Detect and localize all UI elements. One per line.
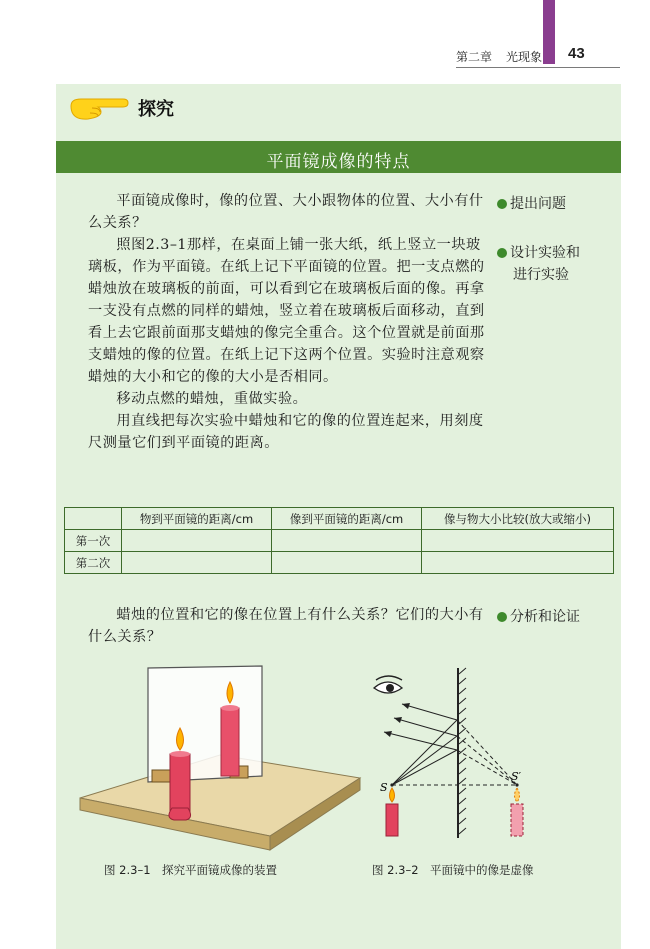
row-label: 第二次 [65,552,122,574]
table-header: 像与物大小比较(放大或缩小) [422,508,614,530]
body-text [88,190,488,454]
row-label: 第一次 [65,530,122,552]
table-cell [122,530,272,552]
table-cell [272,552,422,574]
page-number: 43 [568,45,585,62]
table-cell [122,552,272,574]
bullet-dot-icon [497,248,507,258]
paragraph: 平面镜成像时，像的位置、大小跟物体的位置、大小有什么关系？ [88,193,484,231]
side-note-text: 分析和论证 [510,609,580,625]
side-note-text: 设计实验和 [510,245,580,261]
section-banner [56,141,621,173]
table-row [65,552,614,574]
table-header-row [65,508,614,530]
table-cell [272,530,422,552]
table-cell [422,530,614,552]
header-rule [456,67,620,68]
explore-heading [68,92,208,124]
source-label: S [380,781,388,794]
bullet-dot-icon [497,199,507,209]
side-note-ask [497,193,566,215]
chapter-title: 光现象 [506,50,543,64]
side-note-text: 提出问题 [510,196,566,212]
eye-icon [374,676,402,693]
table-header: 像到平面镜的距离/cm [272,508,422,530]
table-header [65,508,122,530]
paragraph: 用直线把每次实验中蜡烛和它的像的位置连起来，用刻度尺测量它们到平面镜的距离。 [88,413,484,451]
explore-label: 探究 [138,99,174,119]
pointing-hand-icon [68,92,130,124]
table-row [65,530,614,552]
side-note-text: 进行实验 [513,267,569,283]
paragraph: 蜡烛的位置和它的像在位置上有什么关系？它们的大小有什么关系？ [88,607,484,645]
figure-caption: 图 2.3–1 探究平面镜成像的装置 [104,863,278,877]
page-header [456,46,616,66]
table-cell [422,552,614,574]
mirror-apparatus-figure [70,658,370,858]
virtual-image-diagram [362,660,562,850]
image-label: S′ [511,770,522,783]
bullet-dot-icon [497,612,507,622]
data-table [64,507,614,574]
section-title: 平面镜成像的特点 [266,152,411,171]
paragraph: 照图2.3–1那样，在桌面上铺一张大纸，纸上竖立一块玻璃板，作为平面镜。在纸上记下平面镜的位置。把一支点燃的蜡烛放在玻璃板的前面，可以看到它在玻璃板后面的像。再拿一支没有点燃的同样的蜡烛，竖立着在玻璃板后面移动，直到看上去它跟前面那支蜡烛的像完全重合。这个位置就是前面那支蜡烛的像的位置。在纸上记下这两个位置。实验时注意观察蜡烛的大小和它的像的大小是否相同。 [88,237,485,385]
side-note-analyze [497,606,580,628]
table-header: 物到平面镜的距离/cm [122,508,272,530]
paragraph: 移动点燃的蜡烛，重做实验。 [116,391,308,407]
side-note-design [497,242,580,286]
question-text [88,604,488,648]
figure-caption: 图 2.3–2 平面镜中的像是虚像 [372,863,534,877]
chapter-label: 第二章 [456,50,493,64]
